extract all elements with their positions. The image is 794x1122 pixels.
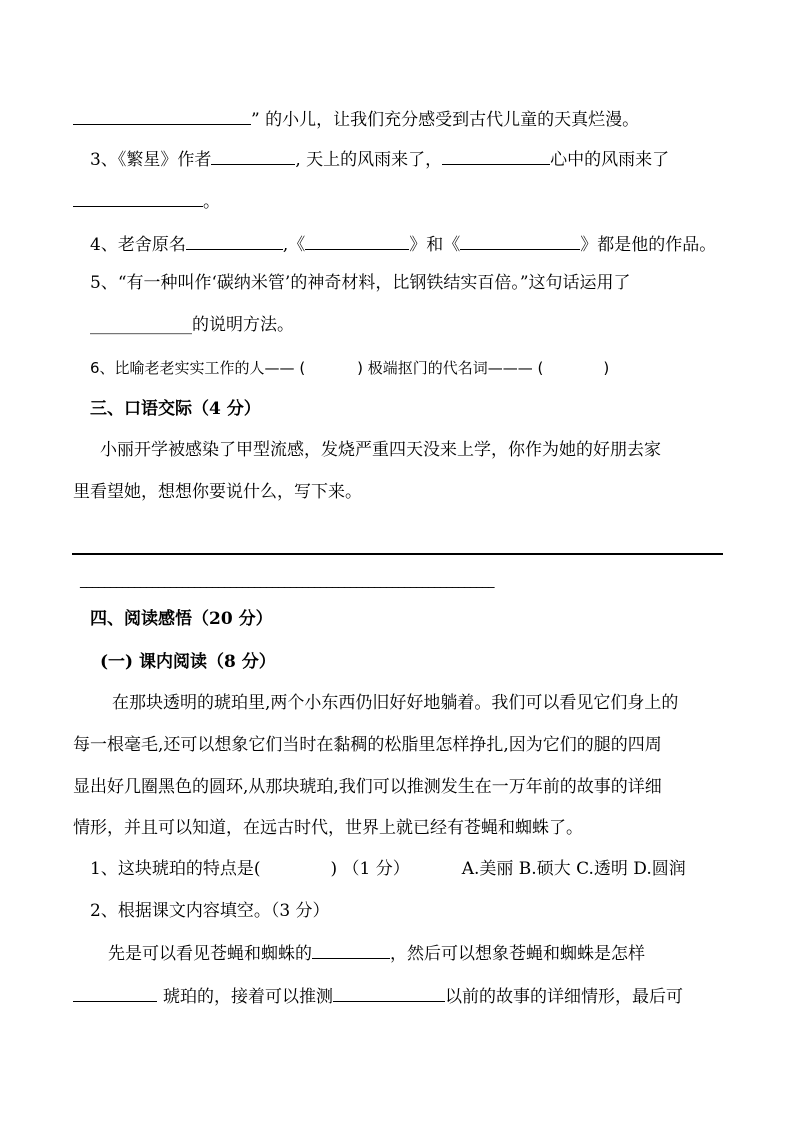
- reading-paragraph-line-2: 每一根毫毛,还可以想象它们当时在黏稠的松脂里怎样挣扎,因为它们的腿的四周: [73, 735, 662, 755]
- answer-blank[interactable]: [333, 983, 445, 1002]
- question-3-continued: [73, 188, 220, 214]
- fill-line-1: [73, 106, 639, 132]
- fill-in-line-1: [108, 940, 645, 966]
- section-3-heading: 三、口语交际（4 分）: [90, 399, 261, 419]
- answer-blank[interactable]: [186, 231, 283, 250]
- fill-in-line-2: [73, 983, 683, 1009]
- question-5: [90, 271, 631, 295]
- question-6: [90, 356, 609, 380]
- answer-dash-line[interactable]: _____________________________________________________________________: [80, 574, 494, 589]
- line-text: ” 的小儿，让我们充分感受到古代儿童的天真烂漫。: [251, 110, 640, 130]
- answer-blank[interactable]: [211, 146, 295, 165]
- question-4: [90, 231, 716, 257]
- q1-text-a: 1、这块琥珀的特点是(: [90, 859, 261, 879]
- question-5-continued: [90, 313, 294, 337]
- q6-text-b: ) 极端抠门的代名词——— (: [357, 359, 544, 377]
- q4-text-d: 》都是他的作品。: [580, 235, 717, 255]
- q6-text-a: 6、比喻老老实实工作的人—— (: [90, 359, 306, 377]
- answer-blank[interactable]: [73, 983, 157, 1002]
- answer-blank[interactable]: [442, 146, 550, 165]
- q6-text-c: ): [603, 359, 610, 377]
- q5-blank[interactable]: ____________: [90, 315, 192, 335]
- question-2: 2、根据课文内容填空。（3 分）: [90, 901, 330, 921]
- section-3-paragraph-line-1: 小丽开学被感染了甲型流感，发烧严重四天没来上学，你作为她的好朋去家: [100, 440, 661, 460]
- section-3-paragraph-line-2: 里看望她，想想你要说什么，写下来。: [73, 482, 362, 502]
- q4-text-a: 4、老舍原名: [90, 235, 186, 255]
- q3-text-c: 心中的风雨来了: [550, 150, 670, 170]
- answer-blank[interactable]: [73, 106, 251, 125]
- q1-options: A.美丽 B.硕大 C.透明 D.圆润: [461, 859, 686, 879]
- q5-text-b: 的说明方法。: [192, 315, 294, 335]
- reading-paragraph-line-3: 显出好几圈黑色的圆环,从那块琥珀,我们可以推测发生在一万年前的故事的详细: [73, 777, 662, 797]
- q4-text-c: 》和《: [409, 235, 461, 255]
- answer-blank[interactable]: [73, 188, 203, 207]
- reading-paragraph-line-1: 在那块透明的琥珀里,两个小东西仍旧好好地躺着。我们可以看见它们身上的: [112, 693, 679, 713]
- fill2-text-a: 琥珀的，接着可以推测: [163, 987, 333, 1007]
- q3-end: 。: [203, 192, 220, 212]
- subsection-heading: (一) 课内阅读（8 分）: [100, 652, 276, 672]
- q4-text-b: ,《: [282, 235, 306, 255]
- section-4-heading: 四、阅读感悟（20 分）: [90, 609, 273, 629]
- question-3: [90, 146, 669, 172]
- answer-blank[interactable]: [460, 231, 580, 250]
- answer-blank[interactable]: [312, 940, 390, 959]
- fill2-text-b: 以前的故事的详细情形，最后可: [445, 987, 683, 1007]
- q3-text-b: , 天上的风雨来了，: [295, 150, 443, 170]
- q5-text: 5、“有一种叫作‘碳纳米管’的神奇材料，比钢铁结实百倍。”这句话运用了: [90, 273, 631, 293]
- q1-text-b: ) （1 分）: [330, 859, 410, 879]
- q3-text-a: 3、《繁星》作者: [90, 150, 212, 170]
- reading-paragraph-line-4: 情形，并且可以知道，在远古时代，世界上就已经有苍蝇和蜘蛛了。: [73, 818, 583, 838]
- fill1-text-b: ，然后可以想象苍蝇和蜘蛛是怎样: [390, 944, 645, 964]
- question-1: [90, 857, 686, 881]
- answer-line[interactable]: [72, 553, 723, 555]
- fill1-text-a: 先是可以看见苍蝇和蜘蛛的: [108, 944, 312, 964]
- answer-blank[interactable]: [305, 231, 409, 250]
